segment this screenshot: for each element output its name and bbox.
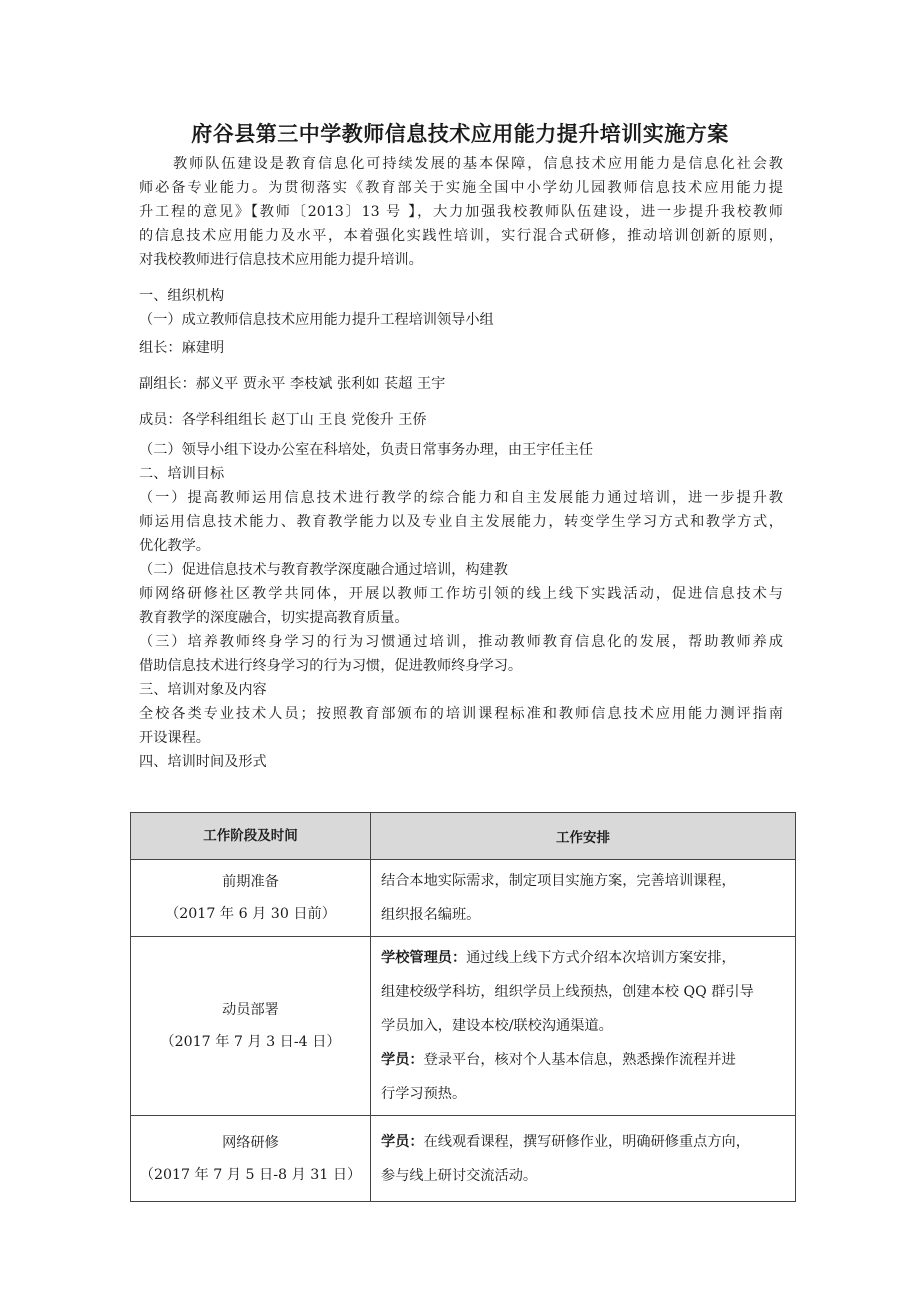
section-heading: 四、培训时间及形式 [139, 754, 267, 770]
section-schedule [139, 750, 783, 774]
goal-line: 教育教学的深度融合，切实提高教育质量。 [139, 610, 409, 626]
task-line: 登录平台，核对个人基本信息，熟悉操作流程并进 [423, 1052, 736, 1068]
leader-line: 组长：麻建明 [139, 340, 225, 356]
task-cell [371, 937, 796, 1116]
goal-line: 借助信息技术进行终身学习的行为习惯，促进教师终身学习。 [139, 658, 523, 674]
stage-cell [131, 937, 371, 1116]
intro-line: 教师队伍建设是教育信息化可持续发展的基本保障，信息技术应用能力是信息化社会教 [173, 156, 783, 172]
audience-line: 开设课程。 [139, 730, 210, 746]
group-leader [139, 336, 783, 360]
table-header-row [131, 813, 796, 860]
task-line: 参与线上研讨交流活动。 [381, 1167, 538, 1184]
stage-time: （2017 年 6 月 30 日前） [165, 906, 336, 922]
schedule-table [130, 812, 796, 1202]
goal-line: （一）提高教师运用信息技术进行教学的综合能力和自主发展能力通过培训，进一步提升教 [139, 490, 783, 506]
section-heading: 二、培训目标 [139, 466, 225, 482]
task-cell [371, 1116, 796, 1202]
task-line: 组织报名编班。 [381, 907, 481, 923]
deputy-line: 副组长：郝义平 贾永平 李枝斌 张利如 苌超 王宇 [139, 376, 446, 392]
office-line: （二）领导小组下设办公室在科培处，负责日常事务办理，由王宇任主任 [139, 442, 594, 458]
task-cell [371, 860, 796, 937]
goal-line: 师运用信息技术能力、教育教学能力以及专业自主发展能力，转变学生学习方式和教学方式， [139, 514, 783, 530]
intro-line: 升工程的意见》【教师〔2013〕13 号 】，大力加强我校教师队伍建设，进一步提升我校教师 [139, 204, 783, 220]
goal-line: 师网络研修社区教学共同体，开展以教师工作坊引领的线上线下实践活动，促进信息技术与 [139, 586, 783, 602]
role-label: 学员： [381, 1052, 424, 1068]
task-line: 学员加入，建设本校/联校沟通渠道。 [381, 1018, 613, 1034]
table-row [131, 937, 796, 1116]
stage-name: 网络研修 [222, 1134, 279, 1151]
intro-paragraph [139, 152, 783, 272]
section-audience [139, 678, 783, 750]
goal-line: （三）培养教师终身学习的行为习惯通过培训，推动教师教育信息化的发展，帮助教师养成 [139, 634, 783, 650]
task-line: 组建校级学科坊，组织学员上线预热，创建本校 QQ 群引导 [381, 984, 754, 1000]
goal-line: 优化教学。 [139, 538, 210, 554]
task-line: 在线观看课程，撰写研修作业，明确研修重点方向， [423, 1133, 750, 1150]
office-note [139, 438, 783, 462]
section-goals [139, 462, 783, 678]
section-org [139, 284, 783, 332]
stage-time: （2017 年 7 月 3 日-4 日） [160, 1034, 341, 1050]
intro-line: 师必备专业能力。为贯彻落实《教育部关于实施全国中小学幼儿园教师信息技术应用能力提 [139, 180, 783, 196]
goal-line: （二）促进信息技术与教育教学深度融合通过培训，构建教 [139, 562, 508, 578]
document-title: 府谷县第三中学教师信息技术应用能力提升培训实施方案 [191, 122, 729, 146]
members-line: 成员：各学科组组长 赵丁山 王良 党俊升 王侨 [139, 412, 427, 428]
stage-cell [131, 1116, 371, 1202]
stage-time: （2017 年 7 月 5 日-8 月 31 日） [139, 1166, 362, 1183]
section-heading: 三、培训对象及内容 [139, 682, 267, 698]
role-label: 学校管理员： [381, 950, 467, 966]
group-members [139, 408, 783, 432]
table-row [131, 1116, 796, 1202]
subsection-heading: （一）成立教师信息技术应用能力提升工程培训领导小组 [139, 312, 494, 328]
task-line: 行学习预热。 [381, 1086, 467, 1102]
group-deputy [139, 372, 783, 396]
task-line: 结合本地实际需求，制定项目实施方案，完善培训课程， [381, 873, 736, 889]
stage-name: 动员部署 [222, 1002, 279, 1018]
audience-line: 全校各类专业技术人员；按照教育部颁布的培训课程标准和教师信息技术应用能力测评指南 [139, 706, 783, 722]
section-heading: 一、组织机构 [139, 288, 225, 304]
intro-line: 对我校教师进行信息技术应用能力提升培训。 [139, 252, 423, 268]
stage-cell [131, 860, 371, 937]
table-row [131, 860, 796, 937]
header-task: 工作安排 [371, 813, 796, 860]
stage-name: 前期准备 [222, 874, 279, 890]
header-stage: 工作阶段及时间 [131, 813, 371, 860]
role-label: 学员： [381, 1133, 424, 1150]
task-line: 通过线上线下方式介绍本次培训方案安排， [466, 950, 736, 966]
intro-line: 的信息技术应用能力及水平，本着强化实践性培训，实行混合式研修，推动培训创新的原则， [139, 228, 783, 244]
